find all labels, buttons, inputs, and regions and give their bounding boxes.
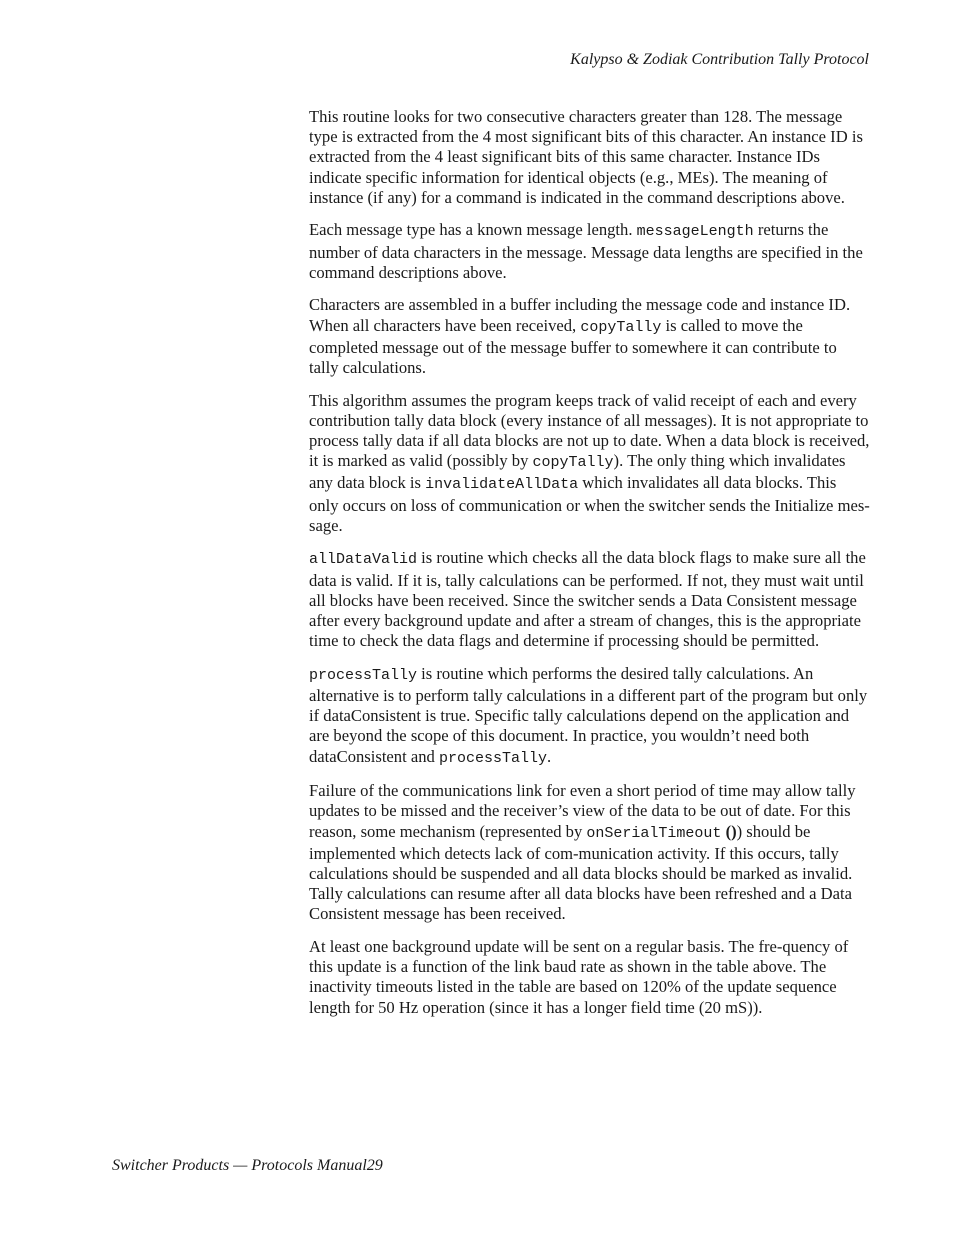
paragraph-valid-receipt [309,391,870,536]
function-parens: () [721,821,737,841]
paragraph-buffer-assembly [309,295,870,378]
code-process-tally: processTally [309,666,418,684]
code-invalidate-all-data: invalidateAllData [425,476,579,494]
paragraph-message-type: This routine looks for two consecutive characters greater than 128. The message type is extracted from the 4 most significant bits of this character. An instance ID is extracted from the 4 least significant bits of this same character. Instance IDs indicate specific information for identical objects (e.g., MEs). The meaning of instance (if any) for a command is indicated in the command descriptions above. [309,107,863,207]
code-copy-tally: copyTally [580,318,662,336]
page-footer: Switcher Products — Protocols Manual29 [112,1157,383,1174]
code-copy-tally: copyTally [532,454,614,472]
running-header: Kalypso & Zodiak Contribution Tally Protocol [570,51,869,68]
paragraph-all-data-valid [309,548,870,651]
paragraph-process-tally [309,664,870,769]
code-all-data-valid: allDataValid [309,551,418,569]
text-run: Each message type has a known message length. [309,220,637,240]
code-on-serial-timeout: onSerialTimeout [586,824,722,842]
text-run: returns the number of data characters in the message. Message data lengths are specified in the command descriptions above. [309,220,863,282]
text-run: is routine which checks all the data block flags to make sure all the data is valid. If it is, tally calculations can be performed. If not, they must wait until all blocks have been received. Since the switcher sends a Data Consistent message after every background update and after a stream of changes, this is the appropriate time to check the data flags and determine if processing should be permitted. [309,548,866,651]
paragraph-link-failure [309,781,870,924]
paragraph-message-length [309,220,870,283]
text-run: ) should be implemented which detects lack of com-munication activity. If this occurs, tally calculations should be suspended and all data blocks should be marked as invalid. Tally calculations can resume after all data blocks have been refreshed and a Data Consistent message has been received. [309,821,853,924]
text-run: This algorithm assumes the program keeps track of valid receipt of each and every contribution tally data block (every instance of all messages). It is not appropriate to process tally data if all data blocks are not up to date. When a data block is received, it is marked as valid (possibly by [309,390,870,471]
code-process-tally: processTally [438,749,547,767]
code-message-length: messageLength [636,223,754,241]
paragraph-background-update: At least one background update will be sent on a regular basis. The fre-quency of this update is a function of the link baud rate as shown in the table above. The inactivity timeouts listed in the table are based on 120% of the update sequence length for 50 Hz operation (since it has a longer field time (20 mS)). [309,937,849,1017]
text-run: ). The only thing which invalidates any data block is [309,451,846,493]
text-run: Failure of the communications link for even a short period of time may allow tally updates to be missed and the receiver’s view of the data to be out of date. For this reason, some mechanism (represented by [309,781,856,841]
text-run: is routine which performs the desired tally calculations. An alternative is to perform tally calculations in a different part of the program but only if dataConsistent is true. Specific tally calculations depend on the application and are beyond the scope of this document. In practice, you wouldn’t need both dataConsistent and [309,663,868,766]
text-run: . [547,746,552,766]
body-text [309,107,870,1030]
text-run: which invalidates all data blocks. This only occurs on loss of communication or when the switcher sends the Initialize mes-sage. [309,473,870,535]
text-run: Characters are assembled in a buffer including the message code and instance ID. When all characters have been received, [309,295,851,335]
text-run: is called to move the completed message out of the message buffer to somewhere it can contribute to tally calculations. [309,315,837,378]
